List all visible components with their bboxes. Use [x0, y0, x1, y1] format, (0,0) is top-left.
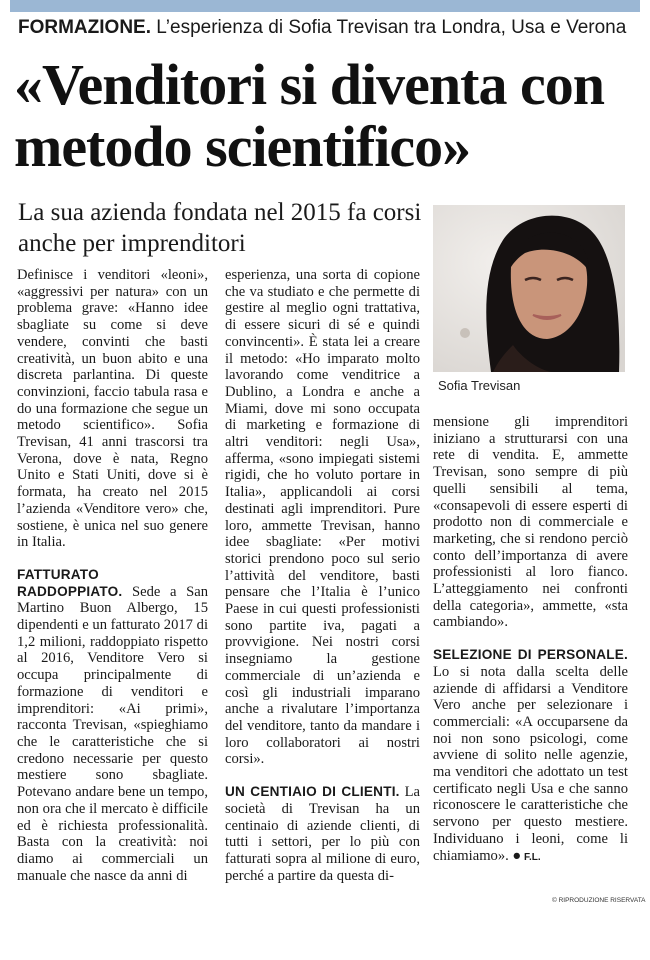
- article-column-1: [17, 267, 208, 884]
- author-initials: F.L.: [521, 851, 541, 863]
- paragraph: [225, 784, 420, 884]
- paragraph-text: Lo si nota dalla scelta delle aziende di affidarsi a Venditore Vero anche per selezionare i commerciali: «A occuparsene da noi non sono psicologi, come avviene di solito nelle agenzie, ma venditori che adottato un test certificato negli Usa e che sanno riconoscere le caratteristiche che servono per questo mestiere. Individuano i leoni, come li chiamiamo». ●: [433, 663, 628, 864]
- article-column-3: [433, 414, 628, 866]
- subheading: FATTURATO RADDOPPIATO.: [17, 566, 123, 599]
- paragraph: [433, 647, 628, 866]
- copyright-notice: © RIPRODUZIONE RISERVATA: [552, 897, 646, 904]
- blank-margin: [0, 906, 650, 960]
- subheading: SELEZIONE DI PERSONALE.: [433, 647, 628, 663]
- section-color-bar: [10, 0, 640, 12]
- subheading: UN CENTIAIO DI CLIENTI.: [225, 784, 400, 800]
- paragraph: esperienza, una sorta di copione che va studiato e che permette di gestire al meglio ogni trattativa, di essere sicuri di sé e quindi convincenti». È stata lei a creare il metodo: «Ho imparato molto lavorando come venditrice a Dublino, a Londra e anche a Miami, dove mi sono occupata di marketing e formazione di altri venditori: negli Usa», afferma, «sono impiegati sistemi rigidi, che ho voluto portare in Italia», applicandoli ai corsi destinati agli imprenditori. Pure loro, ammette Trevisan, hanno idee sbagliate: «Per motivi storici prendono poco sul serio l’attività del venditore, basti pensare che l’Italia è l’unico Paese in cui questi professionisti sono partite iva, pagati a provvigione. Nei nostri corsi insegniamo la gestione commerciale di un’azienda e così gli industriali imparano anche a rivalutare l’importanza del venditore, tanto da mandare i loro collaboratori ai nostri corsi».: [225, 267, 420, 768]
- headline: «Venditori si diventa con metodo scientifico»: [14, 52, 604, 179]
- kicker-label: FORMAZIONE.: [18, 17, 151, 38]
- kicker-text: L’esperienza di Sofia Trevisan tra Londra, Usa e Verona: [151, 17, 627, 38]
- kicker: [18, 15, 638, 41]
- portrait-photo: [433, 205, 625, 372]
- article-column-2: [225, 267, 420, 884]
- paragraph-text: La società di Trevisan ha un centinaio di aziende clienti, di tutti i settori, per lo più con fatturati sopra al milione di euro, perché a partire da questa di-: [225, 784, 420, 884]
- photo-caption: Sofia Trevisan: [438, 378, 521, 393]
- standfirst: La sua azienda fondata nel 2015 fa corsi anche per imprenditori: [18, 199, 422, 257]
- paragraph-text: Sede a San Martino Buon Albergo, 15 dipendenti e un fatturato 2017 di 1,2 milioni, raddoppiato rispetto al 2016, Venditore Vero si occupa principalmente di formazione di venditori e imprenditori: «Ai primi», racconta Trevisan, «spieghiamo che le caratteristiche che si credono necessarie per questo mestiere sono sbagliate. Potevano andare bene un tempo, non ora che il mercato è difficile ed è richiesta professionalità. Basta con la creatività: noi diamo ai commerciali un manuale che nasce da anni di: [17, 583, 208, 884]
- portrait-illustration: [433, 205, 625, 372]
- paragraph: Definisce i venditori «leoni», «aggressivi per natura» con un problema grave: «Hanno idee sbagliate su come si deve vendere, convinti che basti creatività, un buon abito e una discreta parlantina. Di queste convinzioni, faccio tabula rasa e do una formazione che segue un metodo scientifico». Sofia Trevisan, 41 anni trascorsi tra Verona, dove è nata, Regno Unito e Stati Uniti, dove si è formata, ha creato nel 2015 l’azienda «Venditore vero» che, sostiene, è unica nel suo genere in Italia.: [17, 267, 208, 551]
- paragraph: [17, 567, 208, 884]
- paragraph: mensione gli imprenditori iniziano a strutturarsi con una rete di vendita. E, ammette Trevisan, sono sempre di più quelli sensibili al tema, «consapevoli di essere esperti di prodotto non di commerciale e marketing, che si rendono perciò conto dell’importanza di avere professionisti al loro fianco. L’atteggiamento nei confronti della categoria», ammette, «sta cambiando».: [433, 414, 628, 631]
